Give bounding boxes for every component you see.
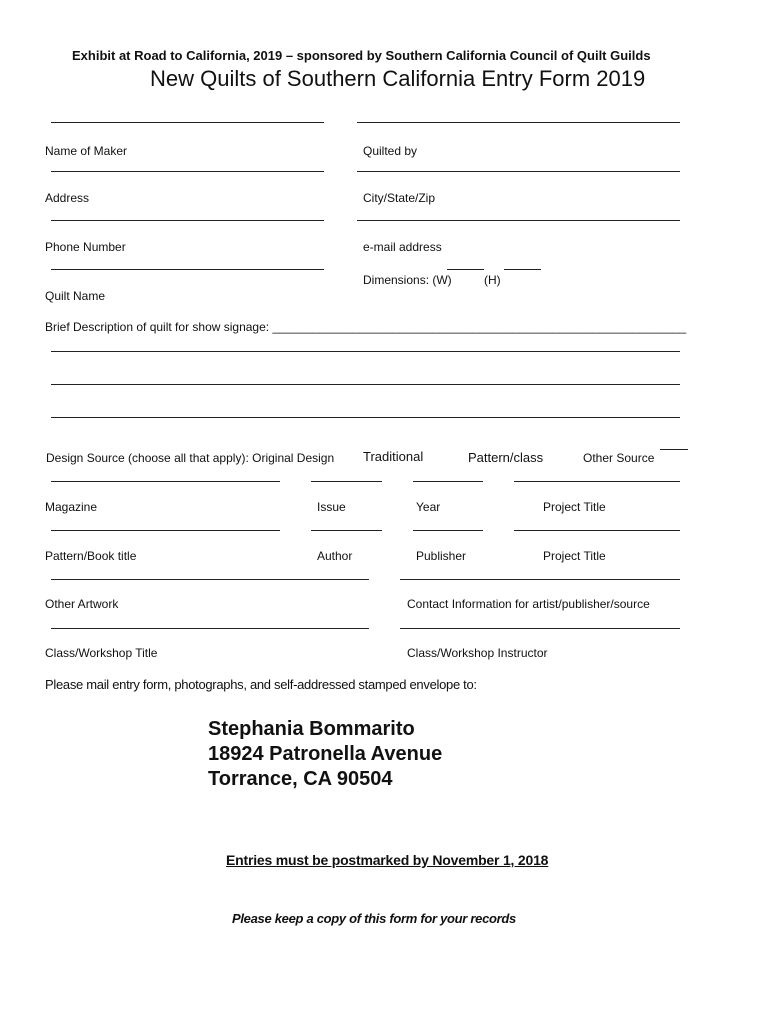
publisher-line[interactable]: [413, 530, 483, 531]
class-workshop-title-line[interactable]: [51, 628, 369, 629]
other-source-option[interactable]: Other Source: [583, 451, 655, 465]
design-source-label: Design Source (choose all that apply): Original Design: [46, 451, 335, 465]
brief-description-label: Brief Description of quilt for show signage: ______________________________________________________________: [45, 320, 687, 334]
issue-line[interactable]: [311, 481, 382, 482]
mailing-instruction: Please mail entry form, photographs, and self-addressed stamped envelope to:: [45, 677, 477, 692]
address-line[interactable]: [51, 171, 324, 172]
quilted-by-label: Quilted by: [363, 144, 418, 158]
phone-number-line[interactable]: [51, 220, 324, 221]
email-address-line[interactable]: [357, 220, 680, 221]
class-workshop-instructor-line[interactable]: [400, 628, 680, 629]
description-line-3[interactable]: [51, 417, 680, 418]
author-line[interactable]: [311, 530, 382, 531]
quilt-name-line[interactable]: [51, 269, 324, 270]
pattern-class-option[interactable]: Pattern/class: [468, 450, 544, 465]
magazine-line[interactable]: [51, 481, 280, 482]
issue-label: Issue: [317, 500, 346, 514]
dimensions-height-label: (H): [484, 273, 501, 287]
other-artwork-label: Other Artwork: [45, 597, 119, 611]
year-line[interactable]: [413, 481, 483, 482]
project-title-2-line[interactable]: [514, 530, 680, 531]
mailing-city: Torrance, CA 90504: [208, 768, 393, 790]
email-address-label: e-mail address: [363, 240, 442, 254]
class-workshop-title-label: Class/Workshop Title: [45, 646, 158, 660]
publisher-label: Publisher: [416, 549, 467, 563]
city-state-zip-label: City/State/Zip: [363, 191, 436, 205]
mailing-name: Stephania Bommarito: [208, 718, 415, 740]
quilt-name-label: Quilt Name: [45, 289, 106, 303]
dimension-height-line[interactable]: [504, 269, 541, 270]
description-line-1[interactable]: [51, 351, 680, 352]
name-of-maker-label: Name of Maker: [45, 144, 128, 158]
mailing-street: 18924 Patronella Avenue: [208, 743, 443, 765]
magazine-label: Magazine: [45, 500, 98, 514]
dimensions-width-label: Dimensions: (W): [363, 273, 452, 287]
other-artwork-line[interactable]: [51, 579, 369, 580]
dimension-width-line[interactable]: [447, 269, 484, 270]
city-state-zip-line[interactable]: [357, 171, 680, 172]
project-title-1-line[interactable]: [514, 481, 680, 482]
contact-info-label: Contact Information for artist/publisher/source: [407, 597, 650, 611]
year-label: Year: [416, 500, 441, 514]
pattern-book-title-label: Pattern/Book title: [45, 549, 137, 563]
phone-number-label: Phone Number: [45, 240, 126, 254]
author-label: Author: [317, 549, 353, 563]
keep-copy-notice: Please keep a copy of this form for your records: [232, 911, 516, 926]
quilted-by-line[interactable]: [357, 122, 680, 123]
pattern-book-title-line[interactable]: [51, 530, 280, 531]
contact-info-line[interactable]: [400, 579, 680, 580]
form-supertitle: Exhibit at Road to California, 2019 – sponsored by Southern California Council of Quilt Guilds: [72, 48, 651, 63]
project-title-2-label: Project Title: [543, 549, 606, 563]
address-label: Address: [45, 191, 90, 205]
class-workshop-instructor-label: Class/Workshop Instructor: [407, 646, 548, 660]
form-title: New Quilts of Southern California Entry Form 2019: [150, 66, 646, 91]
name-of-maker-line[interactable]: [51, 122, 324, 123]
other-source-line[interactable]: [660, 449, 688, 450]
traditional-option[interactable]: Traditional: [363, 449, 424, 464]
deadline-notice: Entries must be postmarked by November 1, 2018: [226, 852, 549, 868]
project-title-1-label: Project Title: [543, 500, 606, 514]
description-line-2[interactable]: [51, 384, 680, 385]
